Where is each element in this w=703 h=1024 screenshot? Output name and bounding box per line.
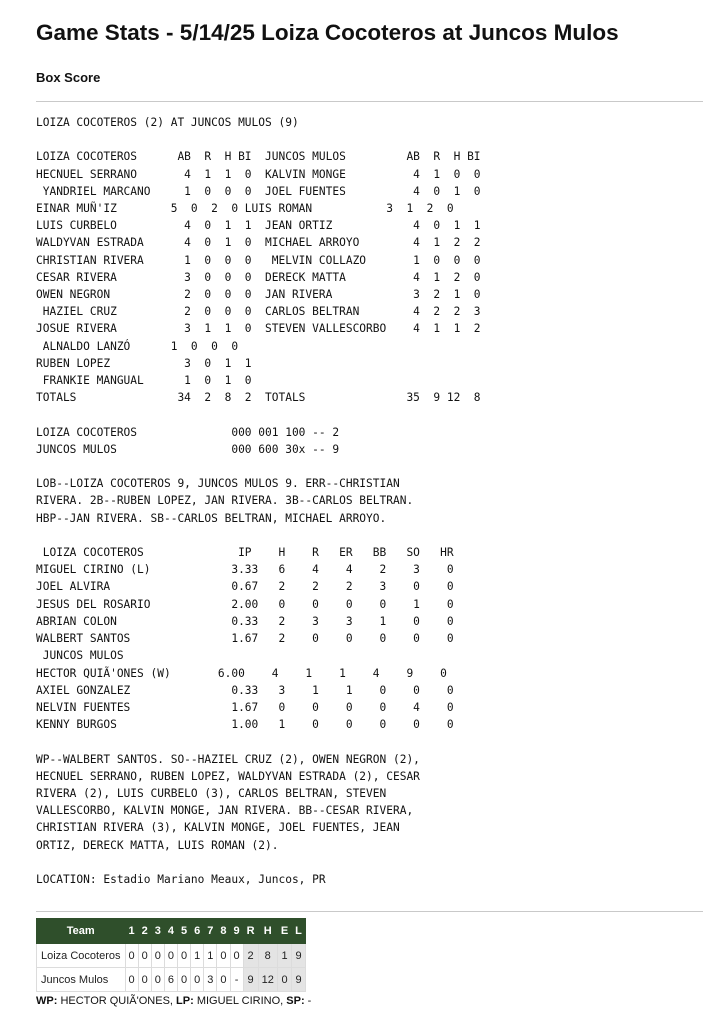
losing-pitcher-value: MIGUEL CIRINO, bbox=[193, 995, 287, 1007]
box-score-line: JUNCOS MULOS 000 600 30x -- 9 bbox=[36, 442, 340, 456]
linescore-inning-cell: - bbox=[230, 968, 243, 992]
box-score-line: LOIZA COCOTEROS IP H R ER BB SO HR bbox=[36, 546, 454, 560]
box-score-line: EINAR MUÑ'IZ 5 0 2 0 LUIS ROMAN 3 1 2 0 bbox=[36, 202, 454, 216]
box-score-line: VALLESCORBO, KALVIN MONGE, JAN RIVERA. BB--CESAR RIVERA, bbox=[36, 804, 414, 818]
box-score-line: TOTALS 34 2 8 2 TOTALS 35 9 12 8 bbox=[36, 391, 481, 405]
box-score-line: OWEN NEGRON 2 0 0 0 JAN RIVERA 3 2 1 0 bbox=[36, 288, 481, 302]
box-score-line: RUBEN LOPEZ 3 0 1 1 bbox=[36, 356, 252, 370]
box-score-line: NELVIN FUENTES 1.67 0 0 0 0 4 0 bbox=[36, 700, 454, 714]
box-score-line: AXIEL GONZALEZ 0.33 3 1 1 0 0 0 bbox=[36, 683, 454, 697]
linescore-inning-cell: 0 bbox=[125, 968, 138, 992]
linescore-inning-cell: 3 bbox=[204, 968, 217, 992]
linescore-row bbox=[37, 968, 306, 992]
section-heading-box-score: Box Score bbox=[36, 70, 101, 85]
box-score-line: HECNUEL SERRANO 4 1 1 0 KALVIN MONGE 4 1 0 0 bbox=[36, 167, 481, 181]
linescore-hits-cell: 12 bbox=[258, 968, 277, 992]
linescore-header-inning: 8 bbox=[217, 919, 230, 944]
linescore-inning-cell: 0 bbox=[151, 968, 164, 992]
linescore-lob-cell: 9 bbox=[292, 944, 306, 968]
linescore-header-inning: 6 bbox=[191, 919, 204, 944]
linescore-team-name: Loiza Cocoteros bbox=[37, 944, 126, 968]
page-title: Game Stats - 5/14/25 Loiza Cocoteros at Juncos Mulos bbox=[36, 20, 619, 45]
linescore-inning-cell: 0 bbox=[151, 944, 164, 968]
divider-bottom bbox=[36, 911, 703, 912]
linescore-header-inning: 4 bbox=[164, 919, 177, 944]
linescore-errors-cell: 1 bbox=[277, 944, 291, 968]
box-score-line: JOEL ALVIRA 0.67 2 2 2 3 0 0 bbox=[36, 580, 454, 594]
linescore-inning-cell: 0 bbox=[178, 968, 191, 992]
box-score-line: JUNCOS MULOS bbox=[36, 649, 124, 663]
winning-pitcher-value: HECTOR QUIÃ'ONES, bbox=[57, 995, 177, 1007]
linescore-inning-cell: 0 bbox=[164, 944, 177, 968]
pitching-decisions bbox=[36, 995, 311, 1007]
box-score-line: RIVERA. 2B--RUBEN LOPEZ, JAN RIVERA. 3B--CARLOS BELTRAN. bbox=[36, 494, 414, 508]
linescore-inning-cell: 0 bbox=[217, 968, 230, 992]
linescore-inning-cell: 0 bbox=[230, 944, 243, 968]
box-score-line: ABRIAN COLON 0.33 2 3 3 1 0 0 bbox=[36, 614, 454, 628]
box-score-line: WALBERT SANTOS 1.67 2 0 0 0 0 0 bbox=[36, 632, 454, 646]
box-score-line: FRANKIE MANGUAL 1 0 1 0 bbox=[36, 374, 252, 388]
box-score-line: WALDYVAN ESTRADA 4 0 1 0 MICHAEL ARROYO 4 1 2 2 bbox=[36, 236, 481, 250]
save-pitcher-value: - bbox=[304, 995, 312, 1007]
linescore-inning-cell: 0 bbox=[138, 968, 151, 992]
winning-pitcher-label: WP: bbox=[36, 995, 58, 1007]
box-score-text bbox=[36, 114, 481, 888]
linescore-header-runs: R bbox=[243, 919, 258, 944]
box-score-line: KENNY BURGOS 1.00 1 0 0 0 0 0 bbox=[36, 718, 454, 732]
linescore-inning-cell: 6 bbox=[164, 968, 177, 992]
box-score-line: LOCATION: Estadio Mariano Meaux, Juncos, PR bbox=[36, 872, 326, 886]
linescore-team-name: Juncos Mulos bbox=[37, 968, 126, 992]
linescore-errors-cell: 0 bbox=[277, 968, 291, 992]
linescore-hits-cell: 8 bbox=[258, 944, 277, 968]
linescore-header-inning: 1 bbox=[125, 919, 138, 944]
box-score-line: MIGUEL CIRINO (L) 3.33 6 4 4 2 3 0 bbox=[36, 563, 454, 577]
linescore-row bbox=[37, 944, 306, 968]
linescore-inning-cell: 0 bbox=[191, 968, 204, 992]
linescore-inning-cell: 1 bbox=[204, 944, 217, 968]
box-score-line: JESUS DEL ROSARIO 2.00 0 0 0 0 1 0 bbox=[36, 597, 454, 611]
box-score-line: LOIZA COCOTEROS 000 001 100 -- 2 bbox=[36, 425, 340, 439]
box-score-line: HECTOR QUIÃ'ONES (W) 6.00 4 1 1 4 9 0 bbox=[36, 666, 447, 680]
box-score-line: CESAR RIVERA 3 0 0 0 DERECK MATTA 4 1 2 0 bbox=[36, 270, 481, 284]
box-score-line: LUIS CURBELO 4 0 1 1 JEAN ORTIZ 4 0 1 1 bbox=[36, 219, 481, 233]
divider-top bbox=[36, 101, 703, 102]
box-score-line: LOIZA COCOTEROS (2) AT JUNCOS MULOS (9) bbox=[36, 116, 299, 129]
box-score-line: RIVERA (2), LUIS CURBELO (3), CARLOS BELTRAN, STEVEN bbox=[36, 786, 387, 800]
losing-pitcher-label: LP: bbox=[176, 995, 194, 1007]
linescore-header-inning: 7 bbox=[204, 919, 217, 944]
box-score-line: WP--WALBERT SANTOS. SO--HAZIEL CRUZ (2), OWEN NEGRON (2), bbox=[36, 752, 420, 766]
box-score-line: LOIZA COCOTEROS AB R H BI JUNCOS MULOS AB R H BI bbox=[36, 150, 481, 164]
box-score-line: CHRISTIAN RIVERA (3), KALVIN MONGE, JOEL FUENTES, JEAN bbox=[36, 821, 400, 835]
linescore-header-lob: L bbox=[292, 919, 306, 944]
linescore-header-inning: 2 bbox=[138, 919, 151, 944]
box-score-line: LOB--LOIZA COCOTEROS 9, JUNCOS MULOS 9. ERR--CHRISTIAN bbox=[36, 477, 400, 491]
linescore-header-team: Team bbox=[37, 919, 126, 944]
linescore-header-errors: E bbox=[277, 919, 291, 944]
save-pitcher-label: SP: bbox=[286, 995, 305, 1007]
linescore-inning-cell: 1 bbox=[191, 944, 204, 968]
box-score-line: JOSUE RIVERA 3 1 1 0 STEVEN VALLESCORBO 4 1 1 2 bbox=[36, 322, 481, 336]
linescore-inning-cell: 0 bbox=[217, 944, 230, 968]
linescore-header-inning: 3 bbox=[151, 919, 164, 944]
linescore-inning-cell: 0 bbox=[138, 944, 151, 968]
linescore-header-inning: 9 bbox=[230, 919, 243, 944]
box-score-line: HBP--JAN RIVERA. SB--CARLOS BELTRAN, MICHAEL ARROYO. bbox=[36, 511, 387, 525]
box-score-line: CHRISTIAN RIVERA 1 0 0 0 MELVIN COLLAZO 1 0 0 0 bbox=[36, 253, 481, 267]
linescore-lob-cell: 9 bbox=[292, 968, 306, 992]
linescore-header-inning: 5 bbox=[178, 919, 191, 944]
box-score-line: YANDRIEL MARCANO 1 0 0 0 JOEL FUENTES 4 0 1 0 bbox=[36, 184, 481, 198]
box-score-line: HAZIEL CRUZ 2 0 0 0 CARLOS BELTRAN 4 2 2 3 bbox=[36, 305, 481, 319]
linescore-header-row bbox=[37, 919, 306, 944]
box-score-line: HECNUEL SERRANO, RUBEN LOPEZ, WALDYVAN ESTRADA (2), CESAR bbox=[36, 769, 420, 783]
linescore-inning-cell: 0 bbox=[178, 944, 191, 968]
box-score-line: ORTIZ, DERECK MATTA, LUIS ROMAN (2). bbox=[36, 838, 279, 852]
linescore-runs-cell: 9 bbox=[243, 968, 258, 992]
linescore-inning-cell: 0 bbox=[125, 944, 138, 968]
linescore-header-hits: H bbox=[258, 919, 277, 944]
linescore-runs-cell: 2 bbox=[243, 944, 258, 968]
box-score-line: ALNALDO LANZÓ 1 0 0 0 bbox=[36, 339, 239, 353]
linescore-table bbox=[36, 918, 306, 992]
